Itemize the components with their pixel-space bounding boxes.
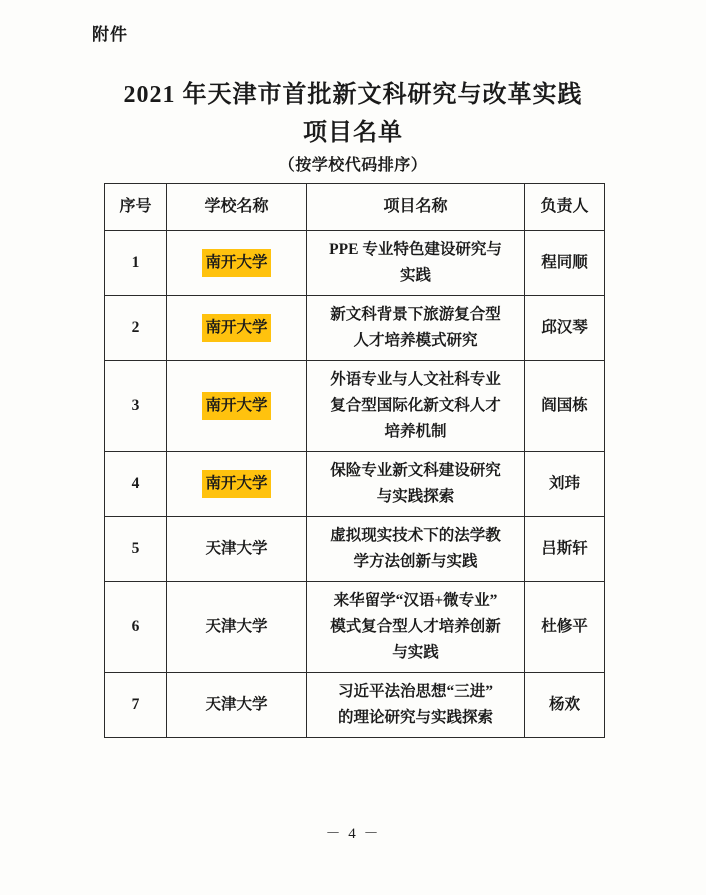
cell-project	[307, 361, 525, 452]
attachment-label: 附件	[92, 25, 128, 44]
cell-number: 6	[105, 582, 167, 673]
project-list-table	[104, 183, 605, 738]
cell-project	[307, 517, 525, 582]
cell-number: 3	[105, 361, 167, 452]
project-line: 来华留学“汉语+微专业”	[333, 592, 498, 609]
cell-school	[167, 231, 307, 296]
table-row	[105, 673, 605, 738]
page-subtitle: （按学校代码排序）	[278, 157, 428, 174]
cell-project	[307, 296, 525, 361]
school-name: 天津大学	[205, 696, 268, 713]
column-header-leader: 负责人	[525, 184, 605, 231]
table-header-row	[105, 184, 605, 231]
table-row	[105, 231, 605, 296]
page-number: － 4 －	[325, 826, 381, 842]
project-line: 习近平法治思想“三进”	[337, 683, 493, 700]
project-line: 与实践	[392, 644, 439, 661]
cell-leader: 邱汉琴	[525, 296, 605, 361]
school-name-highlighted: 南开大学	[202, 314, 270, 342]
table-body	[105, 231, 605, 738]
cell-project	[307, 452, 525, 517]
project-line: 新文科背景下旅游复合型	[330, 306, 501, 323]
cell-school	[167, 452, 307, 517]
table-row	[105, 296, 605, 361]
project-line: 学方法创新与实践	[353, 553, 478, 570]
school-name: 天津大学	[205, 540, 268, 557]
cell-number: 1	[105, 231, 167, 296]
table-row	[105, 452, 605, 517]
cell-number: 7	[105, 673, 167, 738]
project-line: 模式复合型人才培养创新	[330, 618, 501, 635]
project-line: 复合型国际化新文科人才	[330, 397, 501, 414]
cell-leader: 吕斯轩	[525, 517, 605, 582]
cell-school	[167, 296, 307, 361]
project-line: 与实践探索	[376, 488, 455, 505]
project-line: 人才培养模式研究	[353, 332, 478, 349]
cell-project	[307, 582, 525, 673]
school-name-highlighted: 南开大学	[202, 249, 270, 277]
page-title-line-1: 2021 年天津市首批新文科研究与改革实践	[123, 82, 583, 108]
cell-number: 4	[105, 452, 167, 517]
page-title-line-2: 项目名单	[303, 120, 403, 146]
column-header-number: 序号	[105, 184, 167, 231]
cell-leader: 刘玮	[525, 452, 605, 517]
cell-project	[307, 231, 525, 296]
column-header-school: 学校名称	[167, 184, 307, 231]
cell-school	[167, 582, 307, 673]
school-name-highlighted: 南开大学	[202, 392, 270, 420]
project-line: 培养机制	[384, 423, 447, 440]
cell-leader: 程同顺	[525, 231, 605, 296]
project-line: 实践	[399, 267, 431, 284]
cell-number: 2	[105, 296, 167, 361]
cell-school	[167, 673, 307, 738]
school-name-highlighted: 南开大学	[202, 470, 270, 498]
cell-school	[167, 517, 307, 582]
project-line: 的理论研究与实践探索	[337, 709, 493, 726]
cell-number: 5	[105, 517, 167, 582]
project-line: 虚拟现实技术下的法学教	[330, 527, 501, 544]
table-row	[105, 361, 605, 452]
project-line: PPE 专业特色建设研究与	[329, 241, 502, 258]
project-line: 保险专业新文科建设研究	[330, 462, 501, 479]
table-row	[105, 517, 605, 582]
page-title	[0, 76, 706, 152]
school-name: 天津大学	[205, 618, 268, 635]
cell-leader: 阎国栋	[525, 361, 605, 452]
cell-leader: 杨欢	[525, 673, 605, 738]
cell-project	[307, 673, 525, 738]
cell-school	[167, 361, 307, 452]
table-row	[105, 582, 605, 673]
project-line: 外语专业与人文社科专业	[330, 371, 501, 388]
cell-leader: 杜修平	[525, 582, 605, 673]
column-header-project: 项目名称	[307, 184, 525, 231]
